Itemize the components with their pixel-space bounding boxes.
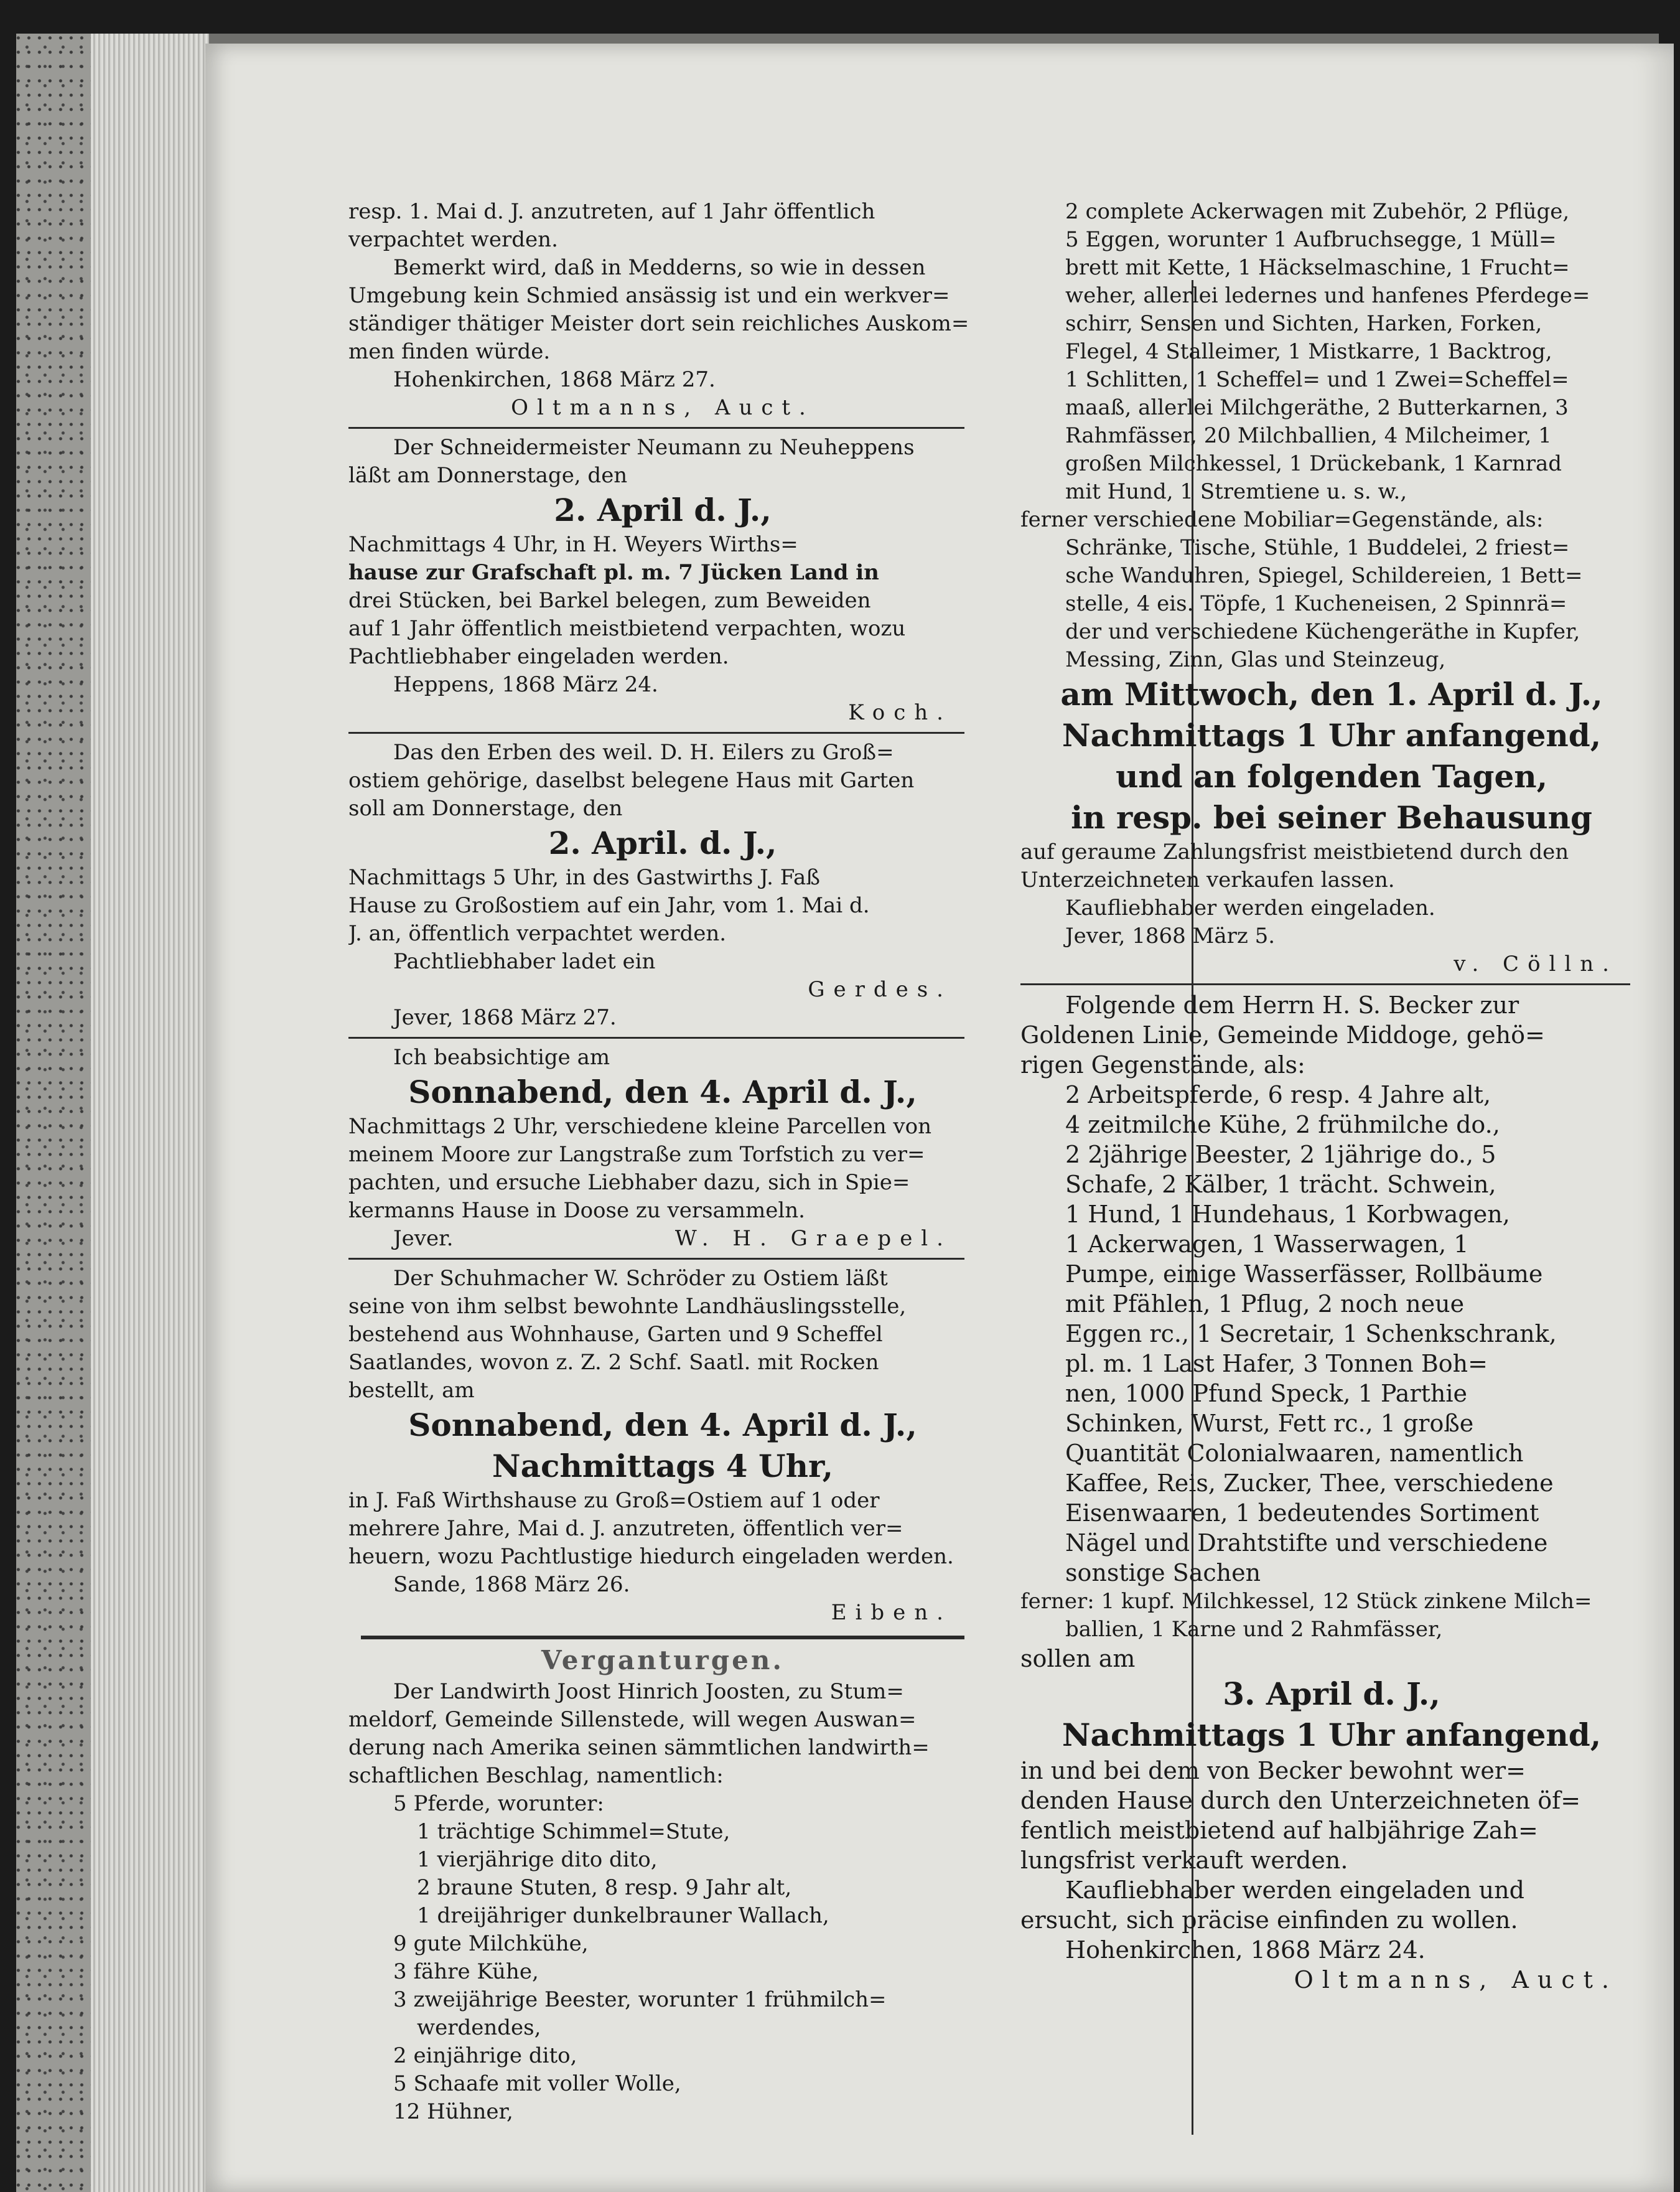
text-line: der und verschiedene Küchengeräthe in Kupfer, xyxy=(1065,619,1580,644)
list-item: 4 zeitmilche Kühe, 2 frühmilche do., xyxy=(1065,1111,1500,1138)
ad-time: Nachmittags 1 Uhr anfangend, xyxy=(1062,717,1602,754)
ad-becker-auction xyxy=(1020,990,1643,1995)
ad-days: und an folgenden Tagen, xyxy=(1115,758,1548,795)
text-line: resp. 1. Mai d. J. anzutreten, auf 1 Jahr öffentlich xyxy=(348,199,875,224)
text-line: Bemerkt wird, daß in Medderns, so wie in dessen xyxy=(393,255,926,280)
text-line: rigen Gegenstände, als: xyxy=(1020,1051,1305,1079)
list-item: Schinken, Wurst, Fett rc., 1 große xyxy=(1065,1410,1474,1437)
ad-time: Nachmittags 1 Uhr anfangend, xyxy=(1062,1717,1602,1753)
list-item: 2 einjährige dito, xyxy=(393,2043,577,2068)
list-item: 2 2jährige Beester, 2 1jährige do., 5 xyxy=(1065,1141,1496,1168)
text-line: Kaufliebhaber werden eingeladen und xyxy=(1065,1876,1524,1904)
text-line: Nachmittags 2 Uhr, verschiedene kleine Parcellen von xyxy=(348,1114,931,1139)
list-item: werdendes, xyxy=(417,2015,541,2040)
text-line: 5 Eggen, worunter 1 Aufbruchsegge, 1 Müll= xyxy=(1065,227,1557,252)
text-line: Goldenen Linie, Gemeinde Middoge, gehö= xyxy=(1020,1021,1545,1049)
list-item: Eisenwaaren, 1 bedeutendes Sortiment xyxy=(1065,1499,1539,1527)
list-item: 3 fähre Kühe, xyxy=(393,1959,539,1984)
text-line: weher, allerlei ledernes und hanfenes Pferdege= xyxy=(1065,283,1590,308)
ad-date: 3. April d. J., xyxy=(1223,1675,1440,1712)
text-line: ständiger thätiger Meister dort sein reichliches Auskom= xyxy=(348,311,969,336)
book-cover-edge xyxy=(16,34,91,2192)
divider xyxy=(348,732,964,734)
text-line: pachten, und ersuche Liebhaber dazu, sich in Spie= xyxy=(348,1170,910,1195)
text-line: Kaufliebhaber werden eingeladen. xyxy=(1065,896,1435,920)
text-line: stelle, 4 eis. Töpfe, 1 Kucheneisen, 2 Spinnrä= xyxy=(1065,591,1567,616)
ad-joosten-continued xyxy=(1020,198,1643,978)
signature: v. Cölln. xyxy=(1454,952,1618,977)
signature: Oltmanns, Auct. xyxy=(1294,1966,1618,1993)
text-line: men finden würde. xyxy=(348,339,551,364)
text-line: Sande, 1868 März 26. xyxy=(393,1572,630,1597)
divider xyxy=(348,1037,964,1039)
text-line: Der Landwirth Joost Hinrich Joosten, zu Stum= xyxy=(393,1679,904,1704)
text-line: schaftlichen Beschlag, namentlich: xyxy=(348,1763,724,1788)
ad-date: Sonnabend, den 4. April d. J., xyxy=(408,1407,917,1443)
list-item: Pumpe, einige Wasserfässer, Rollbäume xyxy=(1065,1260,1543,1288)
text-line: ballien, 1 Karne und 2 Rahmfässer, xyxy=(1065,1617,1443,1642)
list-item: 1 vierjährige dito dito, xyxy=(417,1847,658,1872)
ad-smith-lease xyxy=(348,198,977,422)
list-item: Schafe, 2 Kälber, 1 trächt. Schwein, xyxy=(1065,1171,1496,1198)
text-line: Der Schneidermeister Neumann zu Neuheppens xyxy=(393,435,915,460)
text-line: Heppens, 1868 März 24. xyxy=(393,672,658,697)
signature: W. H. Graepel. xyxy=(674,1226,952,1251)
text-line: lungsfrist verkauft werden. xyxy=(1020,1847,1348,1874)
text-line: Das den Erben des weil. D. H. Eilers zu Groß= xyxy=(393,740,894,765)
divider xyxy=(1020,983,1630,985)
text-line: soll am Donnerstage, den xyxy=(348,796,623,821)
text-line: 2 complete Ackerwagen mit Zubehör, 2 Pflüge, xyxy=(1065,199,1570,224)
text-line: heuern, wozu Pachtlustige hiedurch eingeladen werden. xyxy=(348,1544,954,1569)
list-item: 1 trächtige Schimmel=Stute, xyxy=(417,1819,730,1844)
text-line: 1 Schlitten, 1 Scheffel= und 1 Zwei=Scheffel= xyxy=(1065,367,1569,392)
text-line: ferner: 1 kupf. Milchkessel, 12 Stück zinkene Milch= xyxy=(1020,1589,1592,1614)
text-line: brett mit Kette, 1 Häckselmaschine, 1 Frucht= xyxy=(1065,255,1570,280)
text-line: Folgende dem Herrn H. S. Becker zur xyxy=(1065,991,1519,1019)
list-item: 2 Arbeitspferde, 6 resp. 4 Jahre alt, xyxy=(1065,1081,1491,1108)
signature: Eiben. xyxy=(831,1600,952,1625)
text-line: hause zur Grafschaft pl. m. 7 Jücken Land in xyxy=(348,560,879,585)
text-line: denden Hause durch den Unterzeichneten öf= xyxy=(1020,1787,1581,1814)
text-line: Messing, Zinn, Glas und Steinzeug, xyxy=(1065,647,1446,672)
text-line: ferner verschiedene Mobiliar=Gegenstände, als: xyxy=(1020,507,1544,532)
ad-eilers-house xyxy=(348,739,977,1032)
list-item: Eggen rc., 1 Secretair, 1 Schenkschrank, xyxy=(1065,1320,1557,1347)
text-line: meinem Moore zur Langstraße zum Torfstich zu ver= xyxy=(348,1142,925,1167)
text-line: Hohenkirchen, 1868 März 24. xyxy=(1065,1936,1426,1964)
ad-date: 2. April. d. J., xyxy=(548,825,777,861)
text-line: Jever. xyxy=(393,1226,454,1251)
text-line: meldorf, Gemeinde Sillenstede, will wegen Auswan= xyxy=(348,1707,917,1732)
text-line: maaß, allerlei Milchgeräthe, 2 Butterkarnen, 3 xyxy=(1065,395,1569,420)
text-line: Jever, 1868 März 5. xyxy=(1065,924,1276,948)
text-line: fentlich meistbietend auf halbjährige Zah= xyxy=(1020,1817,1538,1844)
text-line: schirr, Sensen und Sichten, Harken, Forken, xyxy=(1065,311,1542,336)
text-line: sollen am xyxy=(1020,1645,1136,1672)
ad-date: 2. April d. J., xyxy=(554,492,772,528)
text-line: mit Hund, 1 Stremtiene u. s. w., xyxy=(1065,479,1407,504)
text-line: Der Schuhmacher W. Schröder zu Ostiem läßt xyxy=(393,1266,888,1291)
text-line: Pachtliebhaber ladet ein xyxy=(393,949,656,974)
text-line: Hohenkirchen, 1868 März 27. xyxy=(393,367,716,392)
list-item: Nägel und Drahtstifte und verschiedene xyxy=(1065,1529,1548,1557)
signature: Koch. xyxy=(848,700,952,725)
text-line: Hause zu Großostiem auf ein Jahr, vom 1. Mai d. xyxy=(348,893,870,918)
text-line: Ich beabsichtige am xyxy=(393,1045,610,1070)
text-line: bestellt, am xyxy=(348,1378,475,1403)
text-line: Schränke, Tische, Stühle, 1 Buddelei, 2 friest= xyxy=(1065,535,1570,560)
ad-time: Nachmittags 4 Uhr, xyxy=(492,1448,834,1484)
list-item: pl. m. 1 Last Hafer, 3 Tonnen Boh= xyxy=(1065,1350,1488,1377)
left-column xyxy=(348,198,977,2126)
list-item: 1 Hund, 1 Hundehaus, 1 Korbwagen, xyxy=(1065,1201,1510,1228)
text-line: großen Milchkessel, 1 Drückebank, 1 Karnrad xyxy=(1065,451,1562,476)
text-line: Umgebung kein Schmied ansässig ist und ein werkver= xyxy=(348,283,950,308)
section-heading: Verganturgen. xyxy=(541,1645,784,1675)
text-line: sche Wanduhren, Spiegel, Schildereien, 1 Bett= xyxy=(1065,563,1583,588)
ad-graepel-peat xyxy=(348,1044,977,1253)
list-item: 12 Hühner, xyxy=(393,2099,513,2124)
text-line: mehrere Jahre, Mai d. J. anzutreten, öffentlich ver= xyxy=(348,1516,903,1541)
text-line: kermanns Hause in Doose zu versammeln. xyxy=(348,1198,805,1223)
ad-schroeder-lease xyxy=(348,1265,977,1627)
ad-location: in resp. bei seiner Behausung xyxy=(1071,799,1592,836)
list-item: 1 dreijähriger dunkelbrauner Wallach, xyxy=(417,1903,829,1928)
ad-neumann-lease xyxy=(348,434,977,727)
divider xyxy=(348,427,964,429)
text-line: verpachtet werden. xyxy=(348,227,558,252)
ad-joosten-auction xyxy=(348,1678,977,2126)
text-line: in und bei dem von Becker bewohnt wer= xyxy=(1020,1757,1526,1784)
list-item: Kaffee, Reis, Zucker, Thee, verschiedene xyxy=(1065,1469,1554,1497)
list-item: 2 braune Stuten, 8 resp. 9 Jahr alt, xyxy=(417,1875,792,1900)
text-line: läßt am Donnerstage, den xyxy=(348,463,628,488)
list-item: Quantität Colonialwaaren, namentlich xyxy=(1065,1440,1524,1467)
text-line: Pachtliebhaber eingeladen werden. xyxy=(348,644,729,669)
text-line: derung nach Amerika seinen sämmtlichen landwirth= xyxy=(348,1735,930,1760)
right-column xyxy=(1020,198,1643,1995)
text-line: Saatlandes, wovon z. Z. 2 Schf. Saatl. mit Rocken xyxy=(348,1350,879,1375)
ad-date: Sonnabend, den 4. April d. J., xyxy=(408,1074,917,1110)
list-item: 5 Schaafe mit voller Wolle, xyxy=(393,2071,681,2096)
text-line: Jever, 1868 März 27. xyxy=(393,1005,617,1030)
text-line: Nachmittags 5 Uhr, in des Gastwirths J. Faß xyxy=(348,865,820,890)
section-divider xyxy=(361,1636,964,1639)
text-line: Rahmfässer, 20 Milchballien, 4 Milcheimer, 1 xyxy=(1065,423,1552,448)
text-line: ostiem gehörige, daselbst belegene Haus mit Garten xyxy=(348,768,915,793)
text-line: seine von ihm selbst bewohnte Landhäuslingsstelle, xyxy=(348,1294,907,1319)
list-item: mit Pfählen, 1 Pflug, 2 noch neue xyxy=(1065,1290,1465,1318)
signature: Gerdes. xyxy=(808,977,952,1002)
text-line: ersucht, sich präcise einfinden zu wollen. xyxy=(1020,1906,1518,1934)
text-line: bestehend aus Wohnhause, Garten und 9 Scheffel xyxy=(348,1322,883,1347)
text-line: auf 1 Jahr öffentlich meistbietend verpachten, wozu xyxy=(348,616,906,641)
text-line: J. an, öffentlich verpachtet werden. xyxy=(348,921,727,946)
text-line: in J. Faß Wirthshause zu Groß=Ostiem auf 1 oder xyxy=(348,1488,880,1513)
text-line: Unterzeichneten verkaufen lassen. xyxy=(1020,868,1395,892)
list-item: nen, 1000 Pfund Speck, 1 Parthie xyxy=(1065,1380,1467,1407)
divider xyxy=(348,1258,964,1260)
list-item: 5 Pferde, worunter: xyxy=(393,1791,604,1816)
text-line: drei Stücken, bei Barkel belegen, zum Beweiden xyxy=(348,588,871,613)
ad-date: am Mittwoch, den 1. April d. J., xyxy=(1060,676,1603,713)
signature: Oltmanns, Auct. xyxy=(511,395,814,420)
list-item: 9 gute Milchkühe, xyxy=(393,1931,589,1956)
text-line: Nachmittags 4 Uhr, in H. Weyers Wirths= xyxy=(348,532,798,557)
list-item: 1 Ackerwagen, 1 Wasserwagen, 1 xyxy=(1065,1230,1469,1258)
newspaper-page xyxy=(205,44,1674,2192)
text-line: Flegel, 4 Stalleimer, 1 Mistkarre, 1 Backtrog, xyxy=(1065,339,1552,364)
list-item: 3 zweijährige Beester, worunter 1 frühmilch= xyxy=(393,1987,887,2012)
text-line: auf geraume Zahlungsfrist meistbietend durch den xyxy=(1020,840,1569,864)
list-item: sonstige Sachen xyxy=(1065,1559,1261,1586)
